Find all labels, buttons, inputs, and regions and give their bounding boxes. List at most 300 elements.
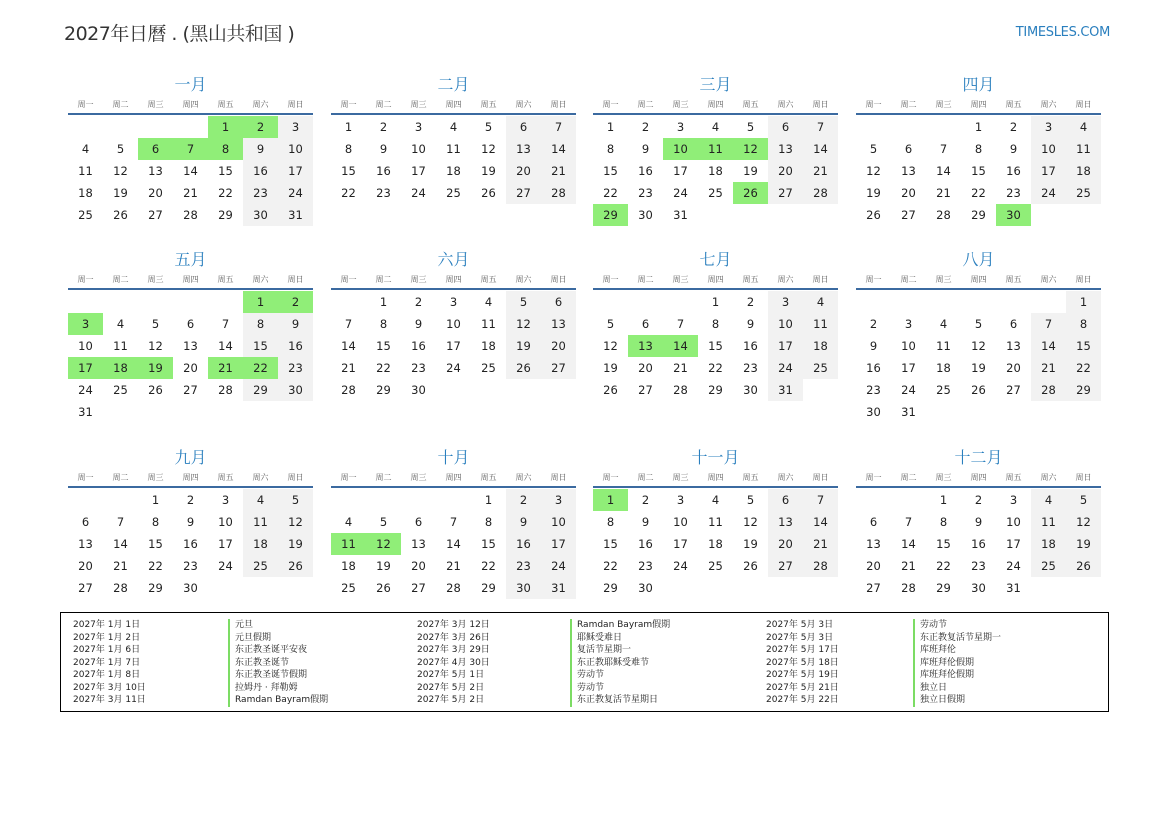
day-cell[interactable]: 8 [208, 138, 243, 160]
day-cell[interactable]: 4 [81, 142, 90, 156]
day-cell[interactable]: 7 [939, 142, 948, 156]
day-cell[interactable]: 16 [183, 537, 198, 551]
day-cell[interactable]: 29 [708, 383, 723, 397]
day-cell[interactable]: 13 [183, 339, 198, 353]
day-cell[interactable]: 5 [278, 489, 313, 511]
day-cell[interactable]: 16 [971, 537, 986, 551]
day-cell[interactable]: 17 [1006, 537, 1021, 551]
day-cell[interactable]: 28 [113, 581, 128, 595]
day-cell[interactable]: 6 [768, 489, 803, 511]
day-cell[interactable]: 18 [78, 186, 93, 200]
day-cell[interactable]: 13 [628, 335, 663, 357]
day-cell[interactable]: 10 [78, 339, 93, 353]
day-cell[interactable]: 4 [711, 120, 720, 134]
day-cell[interactable]: 27 [1006, 383, 1021, 397]
day-cell[interactable]: 17 [673, 537, 688, 551]
day-cell[interactable]: 2 [186, 493, 195, 507]
day-cell[interactable]: 9 [641, 142, 650, 156]
day-cell[interactable]: 12 [366, 533, 401, 555]
day-cell[interactable]: 1 [151, 493, 160, 507]
day-cell[interactable]: 2 [278, 291, 313, 313]
day-cell[interactable]: 25 [1066, 182, 1101, 204]
day-cell[interactable]: 3 [68, 313, 103, 335]
day-cell[interactable]: 1 [243, 291, 278, 313]
day-cell[interactable]: 11 [1031, 511, 1066, 533]
day-cell[interactable]: 29 [148, 581, 163, 595]
day-cell[interactable]: 5 [746, 493, 755, 507]
day-cell[interactable]: 27 [768, 555, 803, 577]
day-cell[interactable]: 21 [341, 361, 356, 375]
day-cell[interactable]: 8 [1066, 313, 1101, 335]
day-cell[interactable]: 19 [971, 361, 986, 375]
day-cell[interactable]: 6 [541, 291, 576, 313]
day-cell[interactable]: 20 [148, 186, 163, 200]
day-cell[interactable]: 2 [869, 317, 878, 331]
day-cell[interactable]: 18 [243, 533, 278, 555]
day-cell[interactable]: 23 [376, 186, 391, 200]
day-cell[interactable]: 31 [1006, 581, 1021, 595]
day-cell[interactable]: 2 [506, 489, 541, 511]
day-cell[interactable]: 12 [113, 164, 128, 178]
day-cell[interactable]: 16 [638, 537, 653, 551]
day-cell[interactable]: 6 [768, 116, 803, 138]
day-cell[interactable]: 2 [379, 120, 388, 134]
day-cell[interactable]: 29 [936, 581, 951, 595]
day-cell[interactable]: 4 [1066, 116, 1101, 138]
day-cell[interactable]: 11 [331, 533, 366, 555]
day-cell[interactable]: 29 [971, 208, 986, 222]
day-cell[interactable]: 22 [603, 186, 618, 200]
day-cell[interactable]: 10 [1031, 138, 1066, 160]
day-cell[interactable]: 28 [901, 581, 916, 595]
day-cell[interactable]: 9 [379, 142, 388, 156]
day-cell[interactable]: 26 [971, 383, 986, 397]
day-cell[interactable]: 2 [1009, 120, 1018, 134]
day-cell[interactable]: 31 [78, 405, 93, 419]
day-cell[interactable]: 30 [996, 204, 1031, 226]
day-cell[interactable]: 28 [541, 182, 576, 204]
day-cell[interactable]: 19 [481, 164, 496, 178]
day-cell[interactable]: 3 [414, 120, 423, 134]
day-cell[interactable]: 5 [116, 142, 125, 156]
day-cell[interactable]: 26 [278, 555, 313, 577]
day-cell[interactable]: 12 [733, 138, 768, 160]
day-cell[interactable]: 28 [936, 208, 951, 222]
day-cell[interactable]: 14 [113, 537, 128, 551]
day-cell[interactable]: 9 [186, 515, 195, 529]
day-cell[interactable]: 3 [278, 116, 313, 138]
day-cell[interactable]: 14 [803, 138, 838, 160]
day-cell[interactable]: 14 [901, 537, 916, 551]
day-cell[interactable]: 11 [1066, 138, 1101, 160]
day-cell[interactable]: 25 [1031, 555, 1066, 577]
day-cell[interactable]: 13 [78, 537, 93, 551]
day-cell[interactable]: 31 [541, 577, 576, 599]
day-cell[interactable]: 16 [411, 339, 426, 353]
day-cell[interactable]: 9 [746, 317, 755, 331]
day-cell[interactable]: 16 [506, 533, 541, 555]
day-cell[interactable]: 17 [446, 339, 461, 353]
day-cell[interactable]: 20 [768, 160, 803, 182]
day-cell[interactable]: 20 [411, 559, 426, 573]
day-cell[interactable]: 7 [449, 515, 458, 529]
day-cell[interactable]: 4 [116, 317, 125, 331]
day-cell[interactable]: 16 [866, 361, 881, 375]
day-cell[interactable]: 19 [866, 186, 881, 200]
day-cell[interactable]: 28 [1031, 379, 1066, 401]
day-cell[interactable]: 26 [866, 208, 881, 222]
day-cell[interactable]: 22 [148, 559, 163, 573]
day-cell[interactable]: 8 [243, 313, 278, 335]
day-cell[interactable]: 21 [541, 160, 576, 182]
day-cell[interactable]: 30 [411, 383, 426, 397]
day-cell[interactable]: 18 [341, 559, 356, 573]
day-cell[interactable]: 15 [218, 164, 233, 178]
day-cell[interactable]: 10 [411, 142, 426, 156]
day-cell[interactable]: 19 [138, 357, 173, 379]
day-cell[interactable]: 17 [278, 160, 313, 182]
day-cell[interactable]: 8 [484, 515, 493, 529]
day-cell[interactable]: 21 [673, 361, 688, 375]
day-cell[interactable]: 8 [606, 142, 615, 156]
day-cell[interactable]: 14 [183, 164, 198, 178]
day-cell[interactable]: 21 [183, 186, 198, 200]
day-cell[interactable]: 6 [138, 138, 173, 160]
day-cell[interactable]: 12 [148, 339, 163, 353]
day-cell[interactable]: 17 [901, 361, 916, 375]
day-cell[interactable]: 15 [481, 537, 496, 551]
day-cell[interactable]: 30 [743, 383, 758, 397]
day-cell[interactable]: 3 [904, 317, 913, 331]
day-cell[interactable]: 24 [541, 555, 576, 577]
day-cell[interactable]: 24 [673, 559, 688, 573]
day-cell[interactable]: 15 [603, 537, 618, 551]
day-cell[interactable]: 20 [1006, 361, 1021, 375]
day-cell[interactable]: 14 [218, 339, 233, 353]
day-cell[interactable]: 8 [344, 142, 353, 156]
day-cell[interactable]: 19 [1066, 533, 1101, 555]
day-cell[interactable]: 14 [1031, 335, 1066, 357]
day-cell[interactable]: 7 [221, 317, 230, 331]
day-cell[interactable]: 13 [411, 537, 426, 551]
day-cell[interactable]: 8 [939, 515, 948, 529]
day-cell[interactable]: 24 [901, 383, 916, 397]
day-cell[interactable]: 23 [743, 361, 758, 375]
day-cell[interactable]: 14 [936, 164, 951, 178]
day-cell[interactable]: 28 [446, 581, 461, 595]
day-cell[interactable]: 13 [1006, 339, 1021, 353]
day-cell[interactable]: 21 [446, 559, 461, 573]
day-cell[interactable]: 15 [971, 164, 986, 178]
day-cell[interactable]: 10 [218, 515, 233, 529]
day-cell[interactable]: 16 [638, 164, 653, 178]
day-cell[interactable]: 14 [663, 335, 698, 357]
day-cell[interactable]: 17 [673, 164, 688, 178]
day-cell[interactable]: 14 [341, 339, 356, 353]
day-cell[interactable]: 29 [593, 204, 628, 226]
day-cell[interactable]: 20 [901, 186, 916, 200]
day-cell[interactable]: 7 [803, 116, 838, 138]
day-cell[interactable]: 27 [768, 182, 803, 204]
day-cell[interactable]: 29 [481, 581, 496, 595]
day-cell[interactable]: 1 [711, 295, 720, 309]
day-cell[interactable]: 13 [148, 164, 163, 178]
day-cell[interactable]: 11 [708, 515, 723, 529]
day-cell[interactable]: 2 [641, 493, 650, 507]
day-cell[interactable]: 21 [936, 186, 951, 200]
day-cell[interactable]: 5 [746, 120, 755, 134]
day-cell[interactable]: 2 [746, 295, 755, 309]
day-cell[interactable]: 3 [676, 493, 685, 507]
day-cell[interactable]: 25 [708, 559, 723, 573]
day-cell[interactable]: 20 [183, 361, 198, 375]
day-cell[interactable]: 15 [341, 164, 356, 178]
day-cell[interactable]: 21 [1031, 357, 1066, 379]
day-cell[interactable]: 27 [866, 581, 881, 595]
day-cell[interactable]: 26 [733, 182, 768, 204]
day-cell[interactable]: 20 [768, 533, 803, 555]
day-cell[interactable]: 18 [103, 357, 138, 379]
day-cell[interactable]: 31 [278, 204, 313, 226]
day-cell[interactable]: 1 [379, 295, 388, 309]
day-cell[interactable]: 6 [1009, 317, 1018, 331]
day-cell[interactable]: 22 [243, 357, 278, 379]
day-cell[interactable]: 7 [116, 515, 125, 529]
day-cell[interactable]: 23 [971, 559, 986, 573]
day-cell[interactable]: 5 [151, 317, 160, 331]
day-cell[interactable]: 9 [243, 138, 278, 160]
day-cell[interactable]: 23 [1006, 186, 1021, 200]
day-cell[interactable]: 14 [446, 537, 461, 551]
day-cell[interactable]: 11 [481, 317, 496, 331]
day-cell[interactable]: 25 [243, 555, 278, 577]
day-cell[interactable]: 27 [638, 383, 653, 397]
day-cell[interactable]: 7 [173, 138, 208, 160]
day-cell[interactable]: 3 [676, 120, 685, 134]
day-cell[interactable]: 1 [484, 493, 493, 507]
day-cell[interactable]: 5 [484, 120, 493, 134]
day-cell[interactable]: 18 [803, 335, 838, 357]
day-cell[interactable]: 9 [869, 339, 878, 353]
day-cell[interactable]: 19 [603, 361, 618, 375]
day-cell[interactable]: 15 [243, 335, 278, 357]
day-cell[interactable]: 29 [603, 581, 618, 595]
day-cell[interactable]: 8 [606, 515, 615, 529]
day-cell[interactable]: 25 [113, 383, 128, 397]
day-cell[interactable]: 3 [449, 295, 458, 309]
day-cell[interactable]: 24 [446, 361, 461, 375]
day-cell[interactable]: 13 [901, 164, 916, 178]
day-cell[interactable]: 8 [379, 317, 388, 331]
day-cell[interactable]: 22 [1066, 357, 1101, 379]
day-cell[interactable]: 1 [1066, 291, 1101, 313]
day-cell[interactable]: 10 [278, 138, 313, 160]
day-cell[interactable]: 14 [803, 511, 838, 533]
day-cell[interactable]: 14 [541, 138, 576, 160]
day-cell[interactable]: 6 [186, 317, 195, 331]
day-cell[interactable]: 9 [974, 515, 983, 529]
day-cell[interactable]: 9 [641, 515, 650, 529]
day-cell[interactable]: 15 [148, 537, 163, 551]
day-cell[interactable]: 5 [974, 317, 983, 331]
day-cell[interactable]: 2 [641, 120, 650, 134]
day-cell[interactable]: 23 [243, 182, 278, 204]
day-cell[interactable]: 10 [1006, 515, 1021, 529]
day-cell[interactable]: 15 [936, 537, 951, 551]
day-cell[interactable]: 24 [411, 186, 426, 200]
day-cell[interactable]: 30 [638, 581, 653, 595]
day-cell[interactable]: 23 [411, 361, 426, 375]
day-cell[interactable]: 6 [641, 317, 650, 331]
day-cell[interactable]: 4 [243, 489, 278, 511]
day-cell[interactable]: 13 [768, 511, 803, 533]
day-cell[interactable]: 16 [278, 335, 313, 357]
day-cell[interactable]: 18 [708, 537, 723, 551]
day-cell[interactable]: 20 [506, 160, 541, 182]
day-cell[interactable]: 27 [901, 208, 916, 222]
day-cell[interactable]: 15 [708, 339, 723, 353]
day-cell[interactable]: 17 [218, 537, 233, 551]
day-cell[interactable]: 26 [113, 208, 128, 222]
day-cell[interactable]: 6 [904, 142, 913, 156]
day-cell[interactable]: 19 [113, 186, 128, 200]
day-cell[interactable]: 5 [606, 317, 615, 331]
day-cell[interactable]: 12 [971, 339, 986, 353]
day-cell[interactable]: 23 [866, 383, 881, 397]
day-cell[interactable]: 25 [341, 581, 356, 595]
day-cell[interactable]: 1 [939, 493, 948, 507]
day-cell[interactable]: 28 [673, 383, 688, 397]
day-cell[interactable]: 3 [768, 291, 803, 313]
day-cell[interactable]: 20 [866, 559, 881, 573]
day-cell[interactable]: 6 [414, 515, 423, 529]
day-cell[interactable]: 6 [81, 515, 90, 529]
day-cell[interactable]: 4 [449, 120, 458, 134]
day-cell[interactable]: 27 [541, 357, 576, 379]
day-cell[interactable]: 24 [673, 186, 688, 200]
day-cell[interactable]: 22 [376, 361, 391, 375]
day-cell[interactable]: 29 [376, 383, 391, 397]
day-cell[interactable]: 26 [376, 581, 391, 595]
day-cell[interactable]: 6 [506, 116, 541, 138]
day-cell[interactable]: 17 [541, 533, 576, 555]
day-cell[interactable]: 26 [506, 357, 541, 379]
day-cell[interactable]: 26 [1066, 555, 1101, 577]
day-cell[interactable]: 21 [803, 160, 838, 182]
day-cell[interactable]: 30 [638, 208, 653, 222]
day-cell[interactable]: 13 [506, 138, 541, 160]
day-cell[interactable]: 24 [1006, 559, 1021, 573]
day-cell[interactable]: 13 [541, 313, 576, 335]
day-cell[interactable]: 12 [743, 515, 758, 529]
day-cell[interactable]: 18 [936, 361, 951, 375]
day-cell[interactable]: 24 [78, 383, 93, 397]
day-cell[interactable]: 25 [446, 186, 461, 200]
day-cell[interactable]: 5 [869, 142, 878, 156]
day-cell[interactable]: 12 [506, 313, 541, 335]
day-cell[interactable]: 27 [506, 182, 541, 204]
day-cell[interactable]: 2 [243, 116, 278, 138]
day-cell[interactable]: 15 [376, 339, 391, 353]
day-cell[interactable]: 1 [208, 116, 243, 138]
day-cell[interactable]: 29 [218, 208, 233, 222]
day-cell[interactable]: 18 [446, 164, 461, 178]
day-cell[interactable]: 3 [541, 489, 576, 511]
day-cell[interactable]: 1 [974, 120, 983, 134]
day-cell[interactable]: 30 [183, 581, 198, 595]
day-cell[interactable]: 12 [866, 164, 881, 178]
day-cell[interactable]: 18 [708, 164, 723, 178]
day-cell[interactable]: 10 [901, 339, 916, 353]
day-cell[interactable]: 31 [768, 379, 803, 401]
day-cell[interactable]: 11 [698, 138, 733, 160]
day-cell[interactable]: 25 [936, 383, 951, 397]
day-cell[interactable]: 8 [151, 515, 160, 529]
day-cell[interactable]: 19 [743, 164, 758, 178]
day-cell[interactable]: 22 [341, 186, 356, 200]
day-cell[interactable]: 26 [148, 383, 163, 397]
day-cell[interactable]: 22 [481, 559, 496, 573]
day-cell[interactable]: 16 [376, 164, 391, 178]
day-cell[interactable]: 16 [1006, 164, 1021, 178]
day-cell[interactable]: 5 [506, 291, 541, 313]
day-cell[interactable]: 21 [208, 357, 243, 379]
day-cell[interactable]: 11 [803, 313, 838, 335]
day-cell[interactable]: 22 [708, 361, 723, 375]
day-cell[interactable]: 19 [506, 335, 541, 357]
day-cell[interactable]: 22 [218, 186, 233, 200]
day-cell[interactable]: 11 [446, 142, 461, 156]
day-cell[interactable]: 4 [344, 515, 353, 529]
day-cell[interactable]: 17 [411, 164, 426, 178]
day-cell[interactable]: 8 [711, 317, 720, 331]
day-cell[interactable]: 12 [481, 142, 496, 156]
day-cell[interactable]: 15 [1066, 335, 1101, 357]
day-cell[interactable]: 26 [603, 383, 618, 397]
day-cell[interactable]: 25 [481, 361, 496, 375]
day-cell[interactable]: 2 [974, 493, 983, 507]
day-cell[interactable]: 19 [743, 537, 758, 551]
day-cell[interactable]: 10 [446, 317, 461, 331]
day-cell[interactable]: 3 [1009, 493, 1018, 507]
day-cell[interactable]: 19 [376, 559, 391, 573]
day-cell[interactable]: 28 [183, 208, 198, 222]
day-cell[interactable]: 29 [1066, 379, 1101, 401]
day-cell[interactable]: 11 [936, 339, 951, 353]
day-cell[interactable]: 10 [663, 138, 698, 160]
day-cell[interactable]: 27 [78, 581, 93, 595]
day-cell[interactable]: 12 [278, 511, 313, 533]
day-cell[interactable]: 22 [971, 186, 986, 200]
day-cell[interactable]: 10 [673, 515, 688, 529]
day-cell[interactable]: 28 [218, 383, 233, 397]
day-cell[interactable]: 30 [278, 379, 313, 401]
day-cell[interactable]: 19 [278, 533, 313, 555]
day-cell[interactable]: 18 [1031, 533, 1066, 555]
day-cell[interactable]: 9 [1009, 142, 1018, 156]
day-cell[interactable]: 15 [603, 164, 618, 178]
day-cell[interactable]: 5 [1066, 489, 1101, 511]
day-cell[interactable]: 26 [481, 186, 496, 200]
day-cell[interactable]: 24 [218, 559, 233, 573]
day-cell[interactable]: 16 [243, 160, 278, 182]
day-cell[interactable]: 4 [711, 493, 720, 507]
day-cell[interactable]: 23 [278, 357, 313, 379]
day-cell[interactable]: 13 [768, 138, 803, 160]
day-cell[interactable]: 21 [803, 533, 838, 555]
day-cell[interactable]: 16 [743, 339, 758, 353]
day-cell[interactable]: 9 [506, 511, 541, 533]
